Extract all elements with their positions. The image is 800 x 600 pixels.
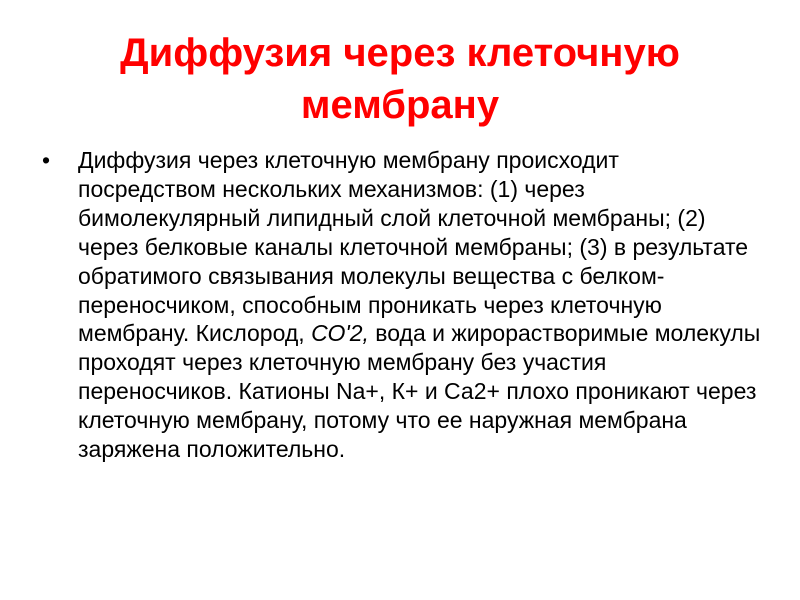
paragraph-text-part1: Диффузия через клеточную мембрану происходит посредством нескольких механизмов: (1) через бимолекулярный липидный слой клеточной мембраны; (2) через белковые каналы клеточной мембраны; (3) в результате обратимого связывания молекулы вещества с белком-переносчиком, способным проникать через клеточную мембрану. Кислород,: [78, 147, 749, 347]
bullet-item: [42, 146, 762, 464]
bullet-list: [42, 146, 762, 464]
slide-title: Диффузия через клеточную мембрану: [120, 31, 680, 127]
paragraph-text-italic: СО'2,: [311, 320, 369, 347]
paragraph-text-part2: вода и жирорастворимые молекулы проходят через клеточную мембрану без участия переносчиков. Катионы Na+, К+ и Са2+ плохо проникают через клеточную мембрану, потому что ее наружная мембрана заряжена положительно.: [78, 320, 761, 463]
bullet-marker: •: [42, 147, 51, 173]
